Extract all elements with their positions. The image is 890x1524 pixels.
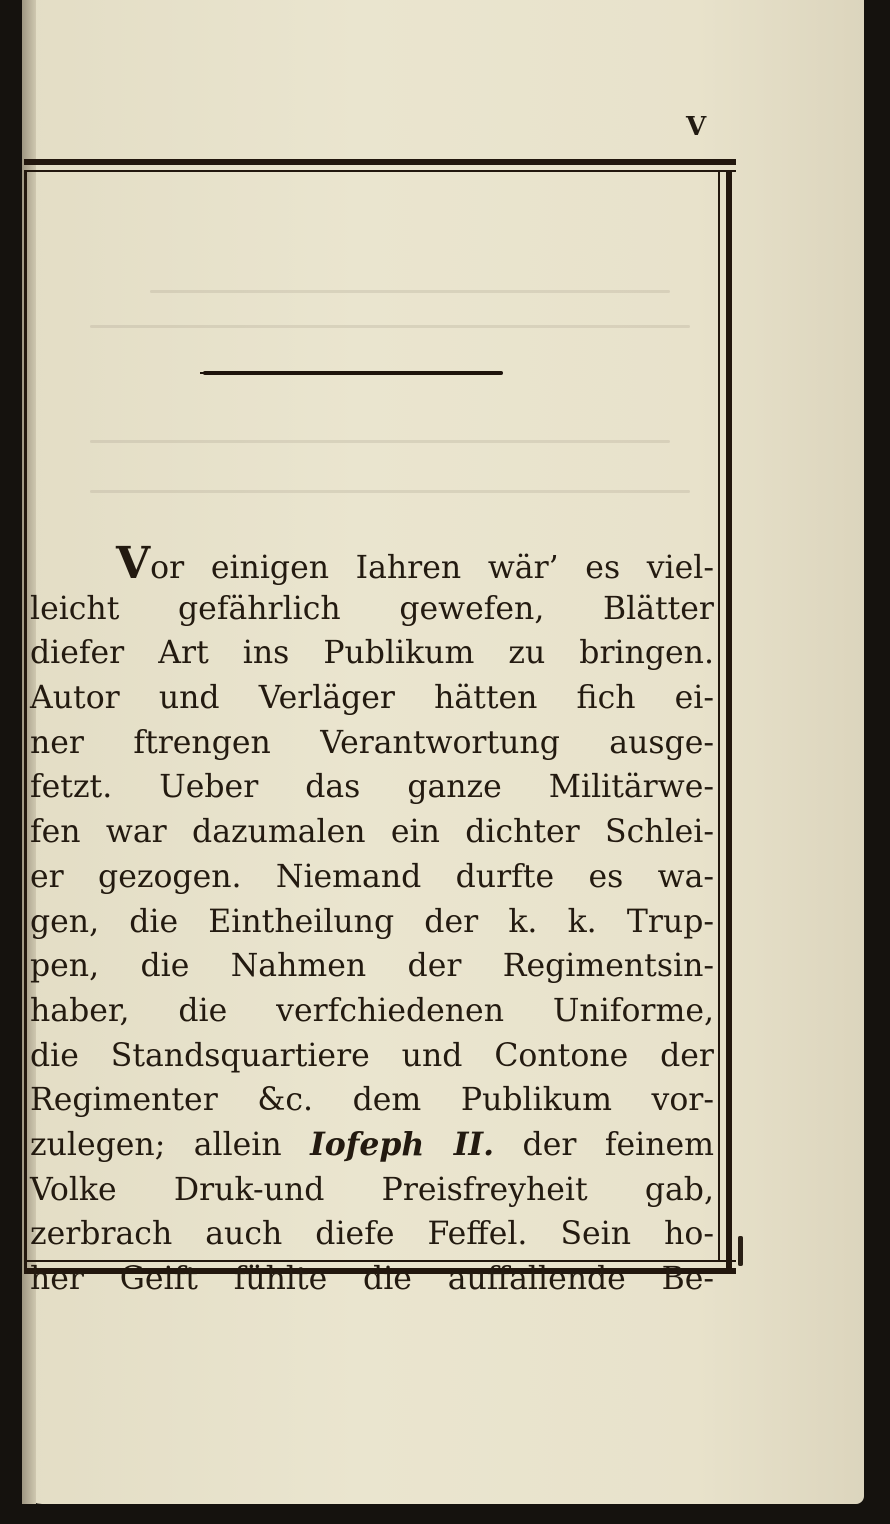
text-line: gen, die Eintheilung der k. k. Trup- xyxy=(30,903,714,940)
text-line: fetzt. Ueber das ganze Militärwe- xyxy=(30,769,714,806)
text-line: er gezogen. Niemand durfte es wa- xyxy=(30,858,714,895)
text-line: fen war dazumalen ein dichter Schlei- xyxy=(30,814,714,851)
frame-left-rule xyxy=(24,170,27,1274)
ornamental-rule xyxy=(203,371,503,375)
text-line: haber, die verfchiedenen Uniforme, xyxy=(30,992,714,1029)
initial-letter: V xyxy=(116,538,151,589)
show-through-line xyxy=(90,440,670,443)
frame-right-inner-rule xyxy=(718,172,720,1262)
text-line: die Standsquartiere und Contone der xyxy=(30,1037,714,1074)
emperor-name: Iofeph II. xyxy=(310,1125,495,1163)
text-line: her Geift fühlte die auffallende Be- xyxy=(30,1261,714,1297)
text-line: Regimenter &c. dem Publikum vor- xyxy=(30,1082,714,1119)
body-text xyxy=(30,538,714,1297)
text-line: Volke Druk-und Preisfreyheit gab, xyxy=(30,1171,714,1208)
frame-top-rule xyxy=(24,159,736,165)
text-line: ner ftrengen Verantwortung ausge- xyxy=(30,724,714,761)
text-line: Vor einigen Iahren wär’ es viel- xyxy=(116,538,714,589)
page-number: V xyxy=(686,112,708,142)
show-through-line xyxy=(90,490,690,493)
text-line: leicht gefährlich gewefen, Blätter xyxy=(30,590,714,627)
text-line: pen, die Nahmen der Regimentsin- xyxy=(30,948,714,985)
frame-right-outer-rule xyxy=(726,170,732,1274)
show-through-line xyxy=(90,325,690,328)
text-line: diefer Art ins Publikum zu bringen. xyxy=(30,635,714,672)
text-line: zerbrach auch diefe Feffel. Sein ho- xyxy=(30,1216,714,1253)
frame-top-inner-rule xyxy=(24,170,736,172)
show-through-line xyxy=(150,290,670,293)
text-line: Autor und Verläger hätten fich ei- xyxy=(30,680,714,717)
text-line: zulegen; allein Iofeph II. der feinem xyxy=(30,1125,714,1163)
scan-mark xyxy=(738,1236,743,1266)
